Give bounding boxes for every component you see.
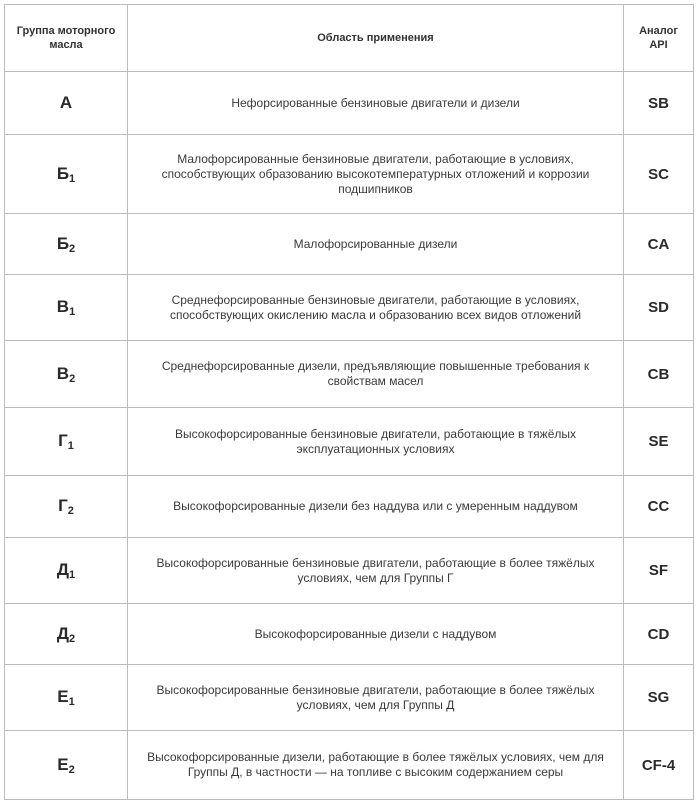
group-letter: В <box>56 297 70 316</box>
table-row <box>5 341 694 408</box>
header-area: Область применения <box>128 5 624 72</box>
group-letter: Б <box>56 163 70 183</box>
group-cell <box>5 538 128 604</box>
area-cell: Высокофорсированные дизели с наддувом <box>128 604 624 665</box>
group-cell <box>5 72 128 135</box>
group-cell <box>5 135 128 214</box>
api-cell: SF <box>624 538 694 604</box>
area-cell: Малофорсированные бензиновые двигатели, работающие в условиях, способствующих образованию высокотемпературных отложений и коррозии подшипников <box>128 135 624 214</box>
table-row <box>5 72 694 135</box>
table-row <box>5 275 694 341</box>
group-cell <box>5 604 128 665</box>
api-cell: CF-4 <box>624 731 694 800</box>
area-cell: Нефорсированные бензиновые двигатели и дизели <box>128 72 624 135</box>
group-cell <box>5 665 128 731</box>
group-subscript: 1 <box>68 696 75 708</box>
api-cell: CB <box>624 341 694 408</box>
group-subscript: 2 <box>68 763 75 776</box>
table-row <box>5 604 694 665</box>
area-cell: Высокофорсированные дизели без наддува или с умеренным наддувом <box>128 476 624 538</box>
group-subscript: 1 <box>69 172 76 185</box>
api-cell: SB <box>624 72 694 135</box>
group-letter: В <box>56 363 70 383</box>
area-cell: Среднефорсированные бензиновые двигатели, работающие в условиях, способствующих окислению масла и образованию всех видов отложений <box>128 275 624 341</box>
table-row <box>5 476 694 538</box>
group-subscript: 2 <box>67 505 74 517</box>
table-row <box>5 135 694 214</box>
group-letter: Е <box>57 754 69 774</box>
table-header-row <box>5 5 694 72</box>
group-letter: Д <box>56 623 69 643</box>
area-cell: Малофорсированные дизели <box>128 214 624 275</box>
table-row <box>5 538 694 604</box>
api-cell: SC <box>624 135 694 214</box>
group-cell <box>5 476 128 538</box>
area-cell: Высокофорсированные бензиновые двигатели, работающие в тяжёлых эксплуатационных условиях <box>128 408 624 476</box>
group-letter: Б <box>56 233 70 253</box>
group-subscript: 1 <box>69 569 76 581</box>
group-cell <box>5 275 128 341</box>
table-row <box>5 214 694 275</box>
group-cell <box>5 731 128 800</box>
group-subscript: 1 <box>69 306 76 318</box>
area-cell: Высокофорсированные бензиновые двигатели, работающие в более тяжёлых условиях, чем для Группы Г <box>128 538 624 604</box>
oil-classification-table <box>4 4 694 800</box>
oil-classification-table-container <box>4 4 693 800</box>
header-group: Группа моторного масла <box>5 5 128 72</box>
group-subscript: 2 <box>69 372 76 385</box>
group-subscript: 1 <box>67 440 74 452</box>
api-cell: CC <box>624 476 694 538</box>
group-letter: Д <box>56 560 69 579</box>
api-cell: SG <box>624 665 694 731</box>
api-cell: SD <box>624 275 694 341</box>
group-subscript: 2 <box>69 242 76 255</box>
api-cell: CD <box>624 604 694 665</box>
table-row <box>5 731 694 800</box>
group-cell <box>5 408 128 476</box>
table-row <box>5 665 694 731</box>
area-cell: Среднефорсированные дизели, предъявляющие повышенные требования к свойствам масел <box>128 341 624 408</box>
table-row <box>5 408 694 476</box>
group-cell <box>5 214 128 275</box>
group-letter: Е <box>57 687 69 706</box>
group-letter: Г <box>58 496 68 515</box>
api-cell: CA <box>624 214 694 275</box>
area-cell: Высокофорсированные дизели, работающие в более тяжёлых условиях, чем для Группы Д, в частности — на топливе с высоким содержанием серы <box>128 731 624 800</box>
api-cell: SE <box>624 408 694 476</box>
group-letter: А <box>59 92 73 112</box>
header-api: Аналог API <box>624 5 694 72</box>
group-letter: Г <box>58 431 68 450</box>
group-cell <box>5 341 128 408</box>
group-subscript: 2 <box>69 632 76 645</box>
area-cell: Высокофорсированные бензиновые двигатели, работающие в более тяжёлых условиях, чем для Группы Д <box>128 665 624 731</box>
